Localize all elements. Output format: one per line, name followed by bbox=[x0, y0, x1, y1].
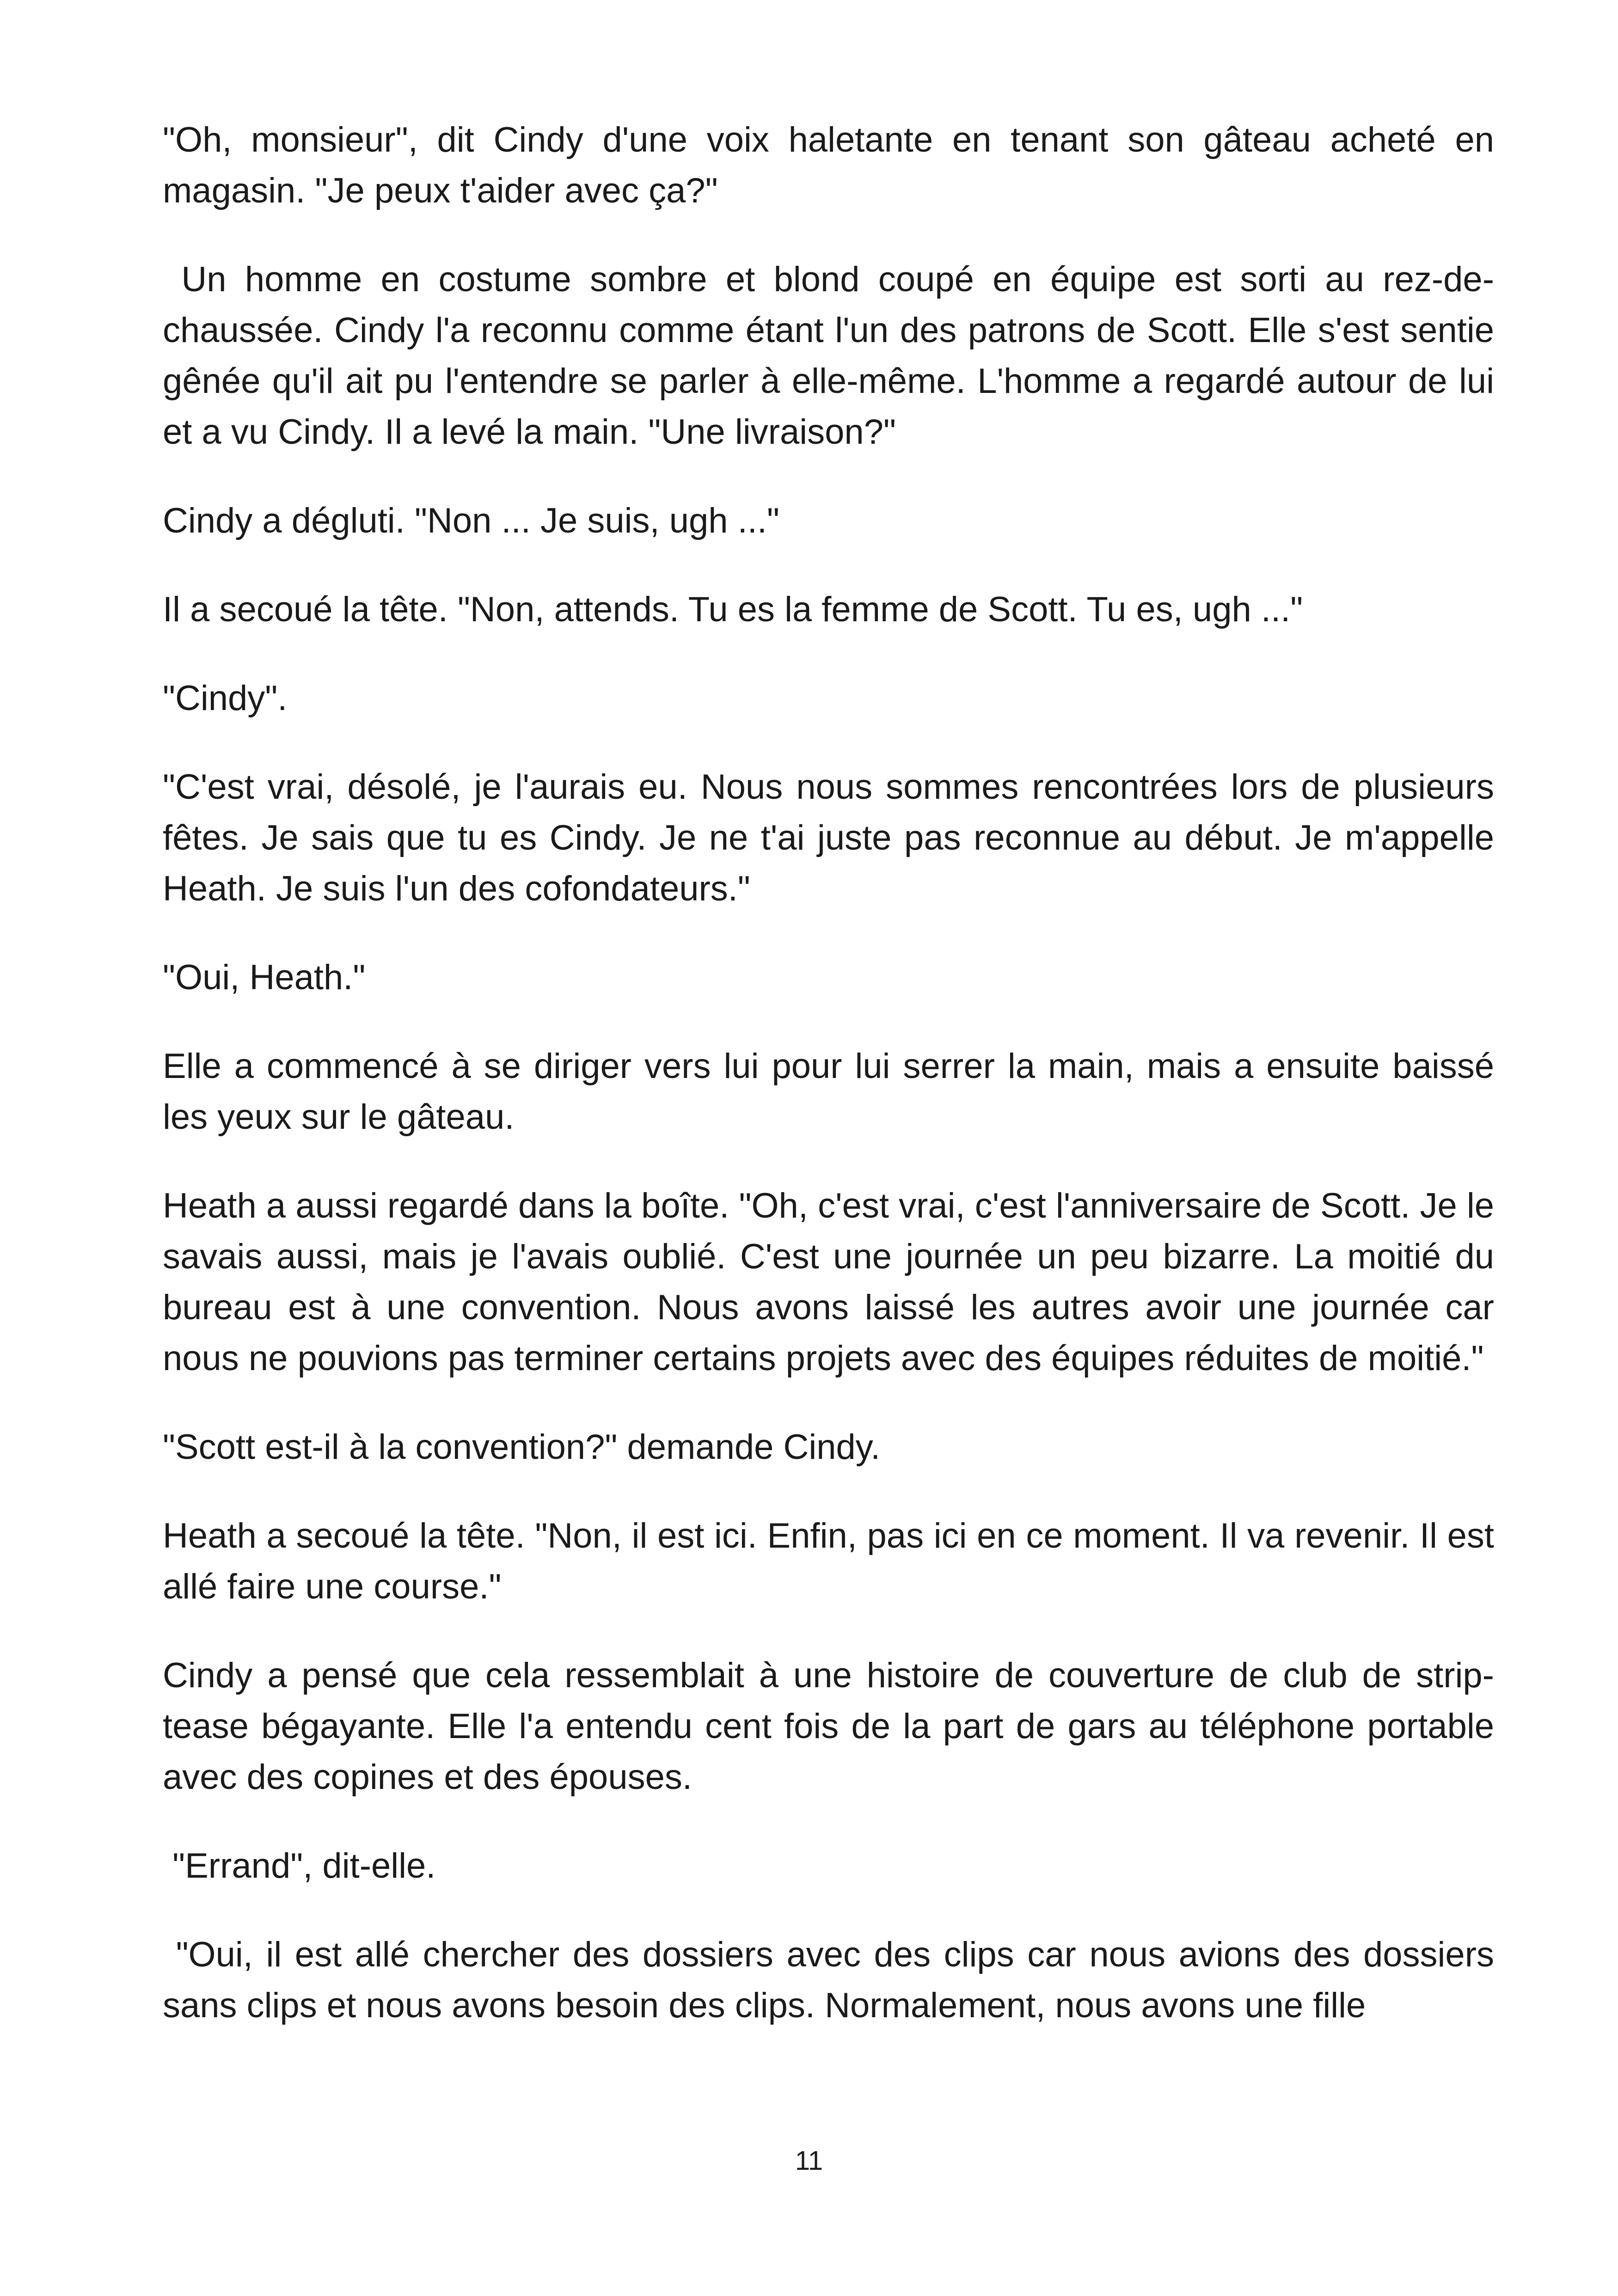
paragraph-11: Heath a secoué la tête. "Non, il est ici. Enfin, pas ici en ce moment. Il va revenir. Il est allé faire une course." bbox=[163, 1516, 1504, 1606]
paragraph-5: "Cindy". bbox=[163, 679, 288, 718]
paragraph-8: Elle a commencé à se diriger vers lui pour lui serrer la main, mais a ensuite baissé les yeux sur le gâteau. bbox=[163, 1047, 1504, 1137]
paragraph-9: Heath a aussi regardé dans la boîte. "Oh, c'est vrai, c'est l'anniversaire de Scott. Je le savais aussi, mais je l'avais oublié. C'est une journée un peu bizarre. La moitié du bureau est à une convention. Nous avons laissé les autres avoir une journée car nous ne pouvions pas terminer certains projets avec des équipes réduites de moitié." bbox=[163, 1186, 1504, 1378]
paragraph-13: "Errand", dit-elle. bbox=[163, 1846, 436, 1886]
paragraph-2: Un homme en costume sombre et blond coupé en équipe est sorti au rez-de-chaussée. Cindy l'a reconnu comme étant l'un des patrons de Scott. Elle s'est sentie gênée qu'il ait pu l'entendre se parler à elle-même. L'homme a regardé autour de lui et a vu Cindy. Il a levé la main. "Une livraison?" bbox=[163, 260, 1504, 452]
paragraph-7: "Oui, Heath." bbox=[163, 958, 366, 997]
paragraph-10: "Scott est-il à la convention?" demande Cindy. bbox=[163, 1427, 881, 1467]
paragraph-1: "Oh, monsieur", dit Cindy d'une voix haletante en tenant son gâteau acheté en magasin. "Je peux t'aider avec ça?" bbox=[163, 120, 1504, 210]
paragraph-6: "C'est vrai, désolé, je l'aurais eu. Nous nous sommes rencontrées lors de plusieurs fêtes. Je sais que tu es Cindy. Je ne t'ai juste pas reconnue au début. Je m'appelle Heath. Je suis l'un des cofondateurs." bbox=[163, 767, 1504, 908]
page-number: 11 bbox=[795, 2146, 823, 2176]
paragraph-14: "Oui, il est allé chercher des dossiers avec des clips car nous avions des dossiers sans clips et nous avons besoin des clips. Normalement, nous avons une fille bbox=[163, 1935, 1504, 2025]
paragraph-4: Il a secoué la tête. "Non, attends. Tu es la femme de Scott. Tu es, ugh ..." bbox=[163, 590, 1303, 629]
paragraph-3: Cindy a dégluti. "Non ... Je suis, ugh ..." bbox=[163, 501, 779, 540]
page-body bbox=[163, 115, 1504, 2031]
paragraph-12: Cindy a pensé que cela ressemblait à une histoire de couverture de club de strip-tease bégayante. Elle l'a entendu cent fois de la part de gars au téléphone portable avec des copines et des épouses. bbox=[163, 1656, 1504, 1797]
